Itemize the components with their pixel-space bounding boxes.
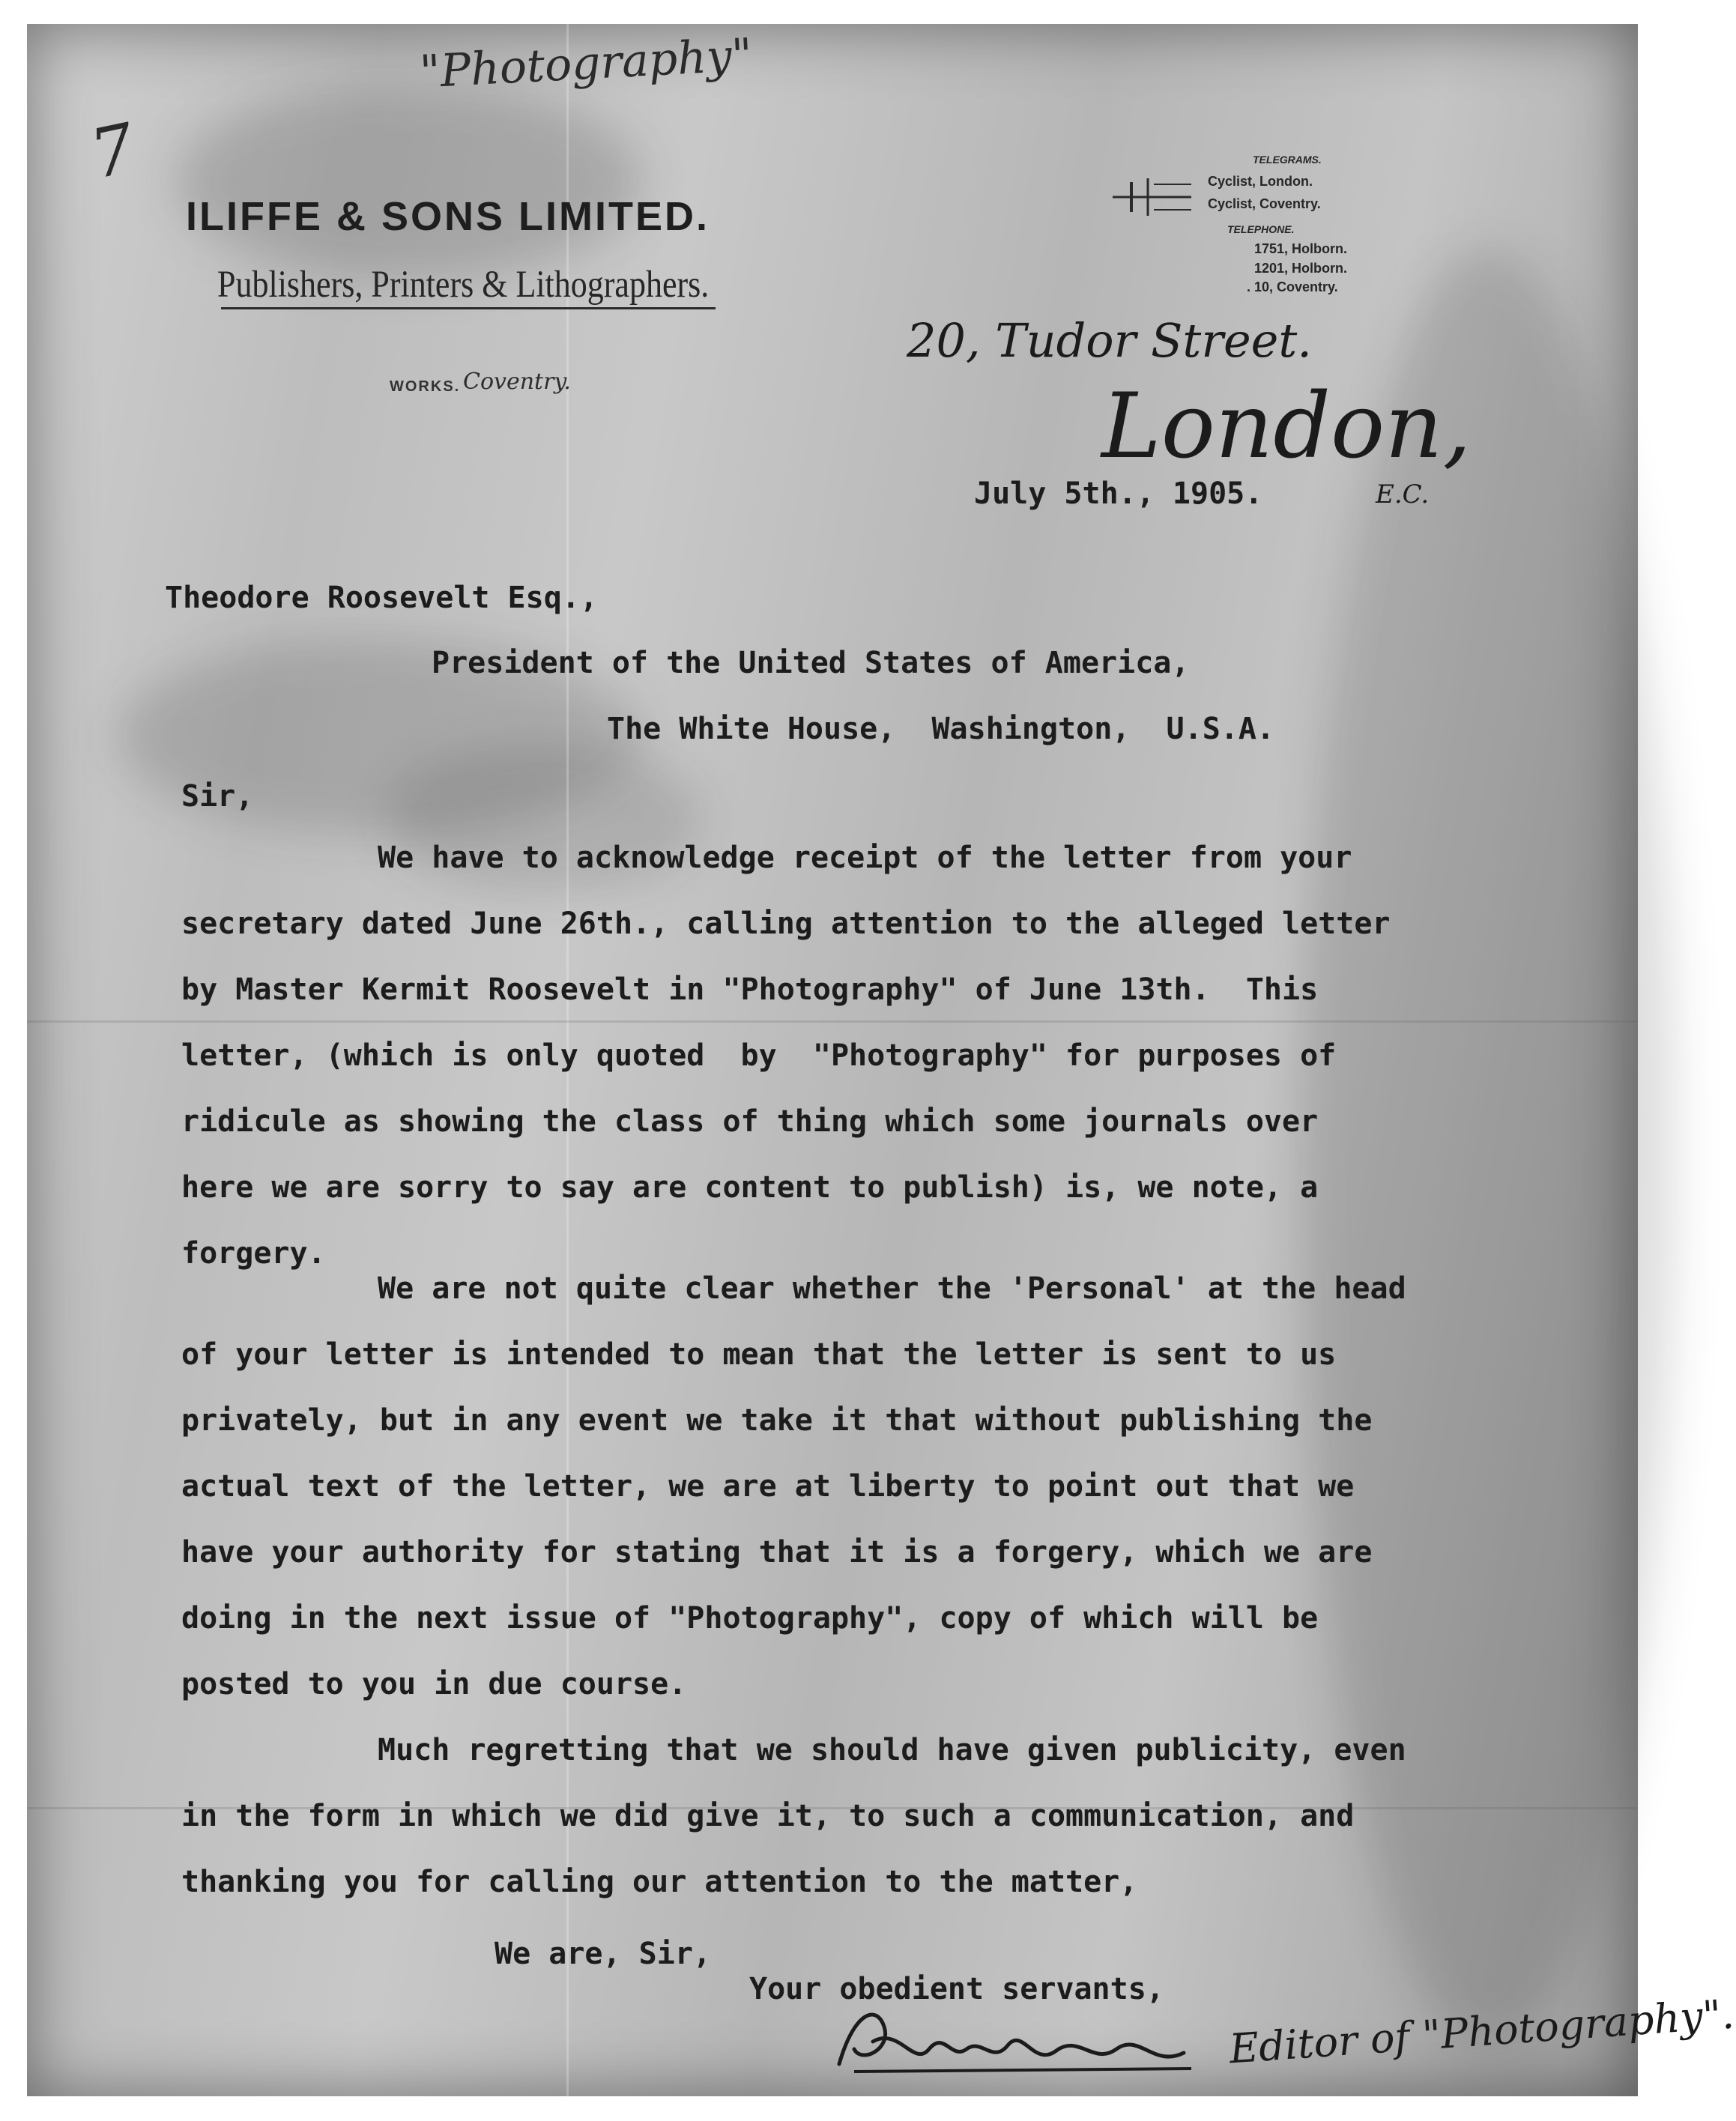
body-line: posted to you in due course.	[181, 1667, 687, 1701]
telegram-coventry: Cyclist, Coventry.	[1208, 196, 1321, 211]
body-line: in the form in which we did give it, to such a communication, and	[181, 1799, 1355, 1833]
telegrams-label: TELEGRAMS.	[1253, 154, 1322, 166]
company-trade: Publishers, Printers & Lithographers.	[217, 263, 710, 306]
body-line: by Master Kermit Roosevelt in "Photography" of June 13th. This	[181, 972, 1319, 1007]
body-line: privately, but in any event we take it that without publishing the	[181, 1403, 1373, 1438]
body-line: ridicule as showing the class of thing which some journals over	[181, 1104, 1319, 1139]
letter-date: July 5th., 1905.	[974, 476, 1263, 511]
body-line: Much regretting that we should have given publicity, even	[378, 1733, 1406, 1767]
body-line: We have to acknowledge receipt of the letter from your	[378, 841, 1352, 875]
body-line: doing in the next issue of "Photography", copy of which will be	[181, 1601, 1319, 1636]
body-line: actual text of the letter, we are at liberty to point out that we	[181, 1469, 1355, 1504]
letterhead-rule	[221, 307, 716, 309]
body-line: letter, (which is only quoted by "Photography" for purposes of	[181, 1038, 1337, 1073]
page-number-mark: 7	[83, 109, 142, 195]
works-city: Coventry.	[463, 369, 571, 395]
body-line: here we are sorry to say are content to publish) is, we note, a	[181, 1170, 1319, 1205]
works-label: WORKS.	[390, 378, 461, 395]
telephone-number-3: . 10, Coventry.	[1247, 279, 1338, 294]
body-line: thanking you for calling our attention to the matter,	[181, 1865, 1138, 1899]
body-line: We are not quite clear whether the 'Personal' at the head	[378, 1271, 1406, 1306]
addressee-title: President of the United States of America,	[432, 646, 1190, 680]
company-name: ILIFFE & SONS LIMITED.	[186, 194, 710, 239]
closing-servants: Your obedient servants,	[749, 1972, 1164, 2006]
editor-note: Editor of "Photography".	[1227, 1990, 1736, 2073]
telephone-label: TELEPHONE.	[1227, 223, 1295, 235]
filing-note: "Photography"	[418, 28, 754, 99]
telephone-number-2: 1201, Holborn.	[1254, 261, 1348, 276]
body-line: secretary dated June 26th., calling attention to the alleged letter	[181, 907, 1391, 941]
salutation: Sir,	[181, 779, 254, 814]
body-line: have your authority for stating that it is a forgery, which we are	[181, 1535, 1373, 1570]
addressee-place: The White House, Washington, U.S.A.	[607, 712, 1275, 746]
closing-line: We are, Sir,	[495, 1937, 711, 1971]
telegram-logo-icon	[1109, 171, 1199, 223]
addressee-name: Theodore Roosevelt Esq.,	[165, 581, 598, 615]
postal-district: E.C.	[1376, 479, 1430, 509]
telegram-london: Cyclist, London.	[1208, 174, 1313, 189]
telephone-number-1: 1751, Holborn.	[1254, 241, 1348, 256]
city-name: London,	[1101, 375, 1472, 479]
body-line: of your letter is intended to mean that the letter is sent to us	[181, 1337, 1337, 1372]
street-address: 20, Tudor Street.	[907, 313, 1312, 368]
body-line: forgery.	[181, 1236, 326, 1271]
signature-icon	[832, 1997, 1221, 2087]
